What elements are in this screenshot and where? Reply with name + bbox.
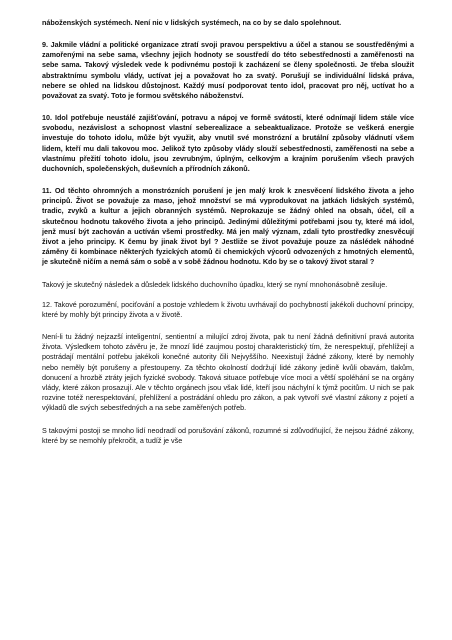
paragraph-12: 12. Takové porozumění, pociťování a postoje vzhledem k životu uvrhávají do pochybností jakékoli duchovní principy, které by mohly být principy života a v životě.: [42, 300, 414, 320]
paragraph-9: 9. Jakmile vládní a politické organizace ztratí svoji pravou perspektivu a účel a stanou se soustředěnými a zamořenými na sebe sama, všechny jejich hodnoty se soustředí do této sebestřednosti a zaměřenosti na sebe sama. Takový výsledek vede k podivnému postoji k zacházení se členy společnosti. Je třeba sloužit abstraktnímu symbolu vlády, uctívat jej a považovat ho za svatý. Porušují se individuální lidská práva, nebere se ohled na lidskou důstojnost. Každý musí podporovat tento idol, pracovat pro něj, uctívat ho a považovat za svatý. Toto je formou světského náboženství.: [42, 40, 414, 101]
paragraph-intro: náboženských systémech. Není nic v lidských systémech, na co by se dalo spolehnout.: [42, 18, 342, 27]
paragraph-last: S takovými postoji se mnoho lidí neodradí od porušování zákonů, rozumné si zdůvodňující, že nejsou žádné zákony, které by se nemohly překročit, a tudíž je vše: [42, 426, 414, 446]
paragraph-10: 10. Idol potřebuje neustálé zajišťování, potravu a nápoj ve formě svátostí, které odnímají lidem stále více svobodu, nezávislost a schopnost vlastní seberealizace a sebeaktualizace. Protože se veškerá energie investuje do tohoto idolu, může být využit, aby vnutil své monstrózní a brutální způsoby vládnutí všem lidem, kteří mu dali takovou moc. Jelikož tyto způsoby vlády slouží sebestřednosti, zaměřenosti na sebe a vlastnímu přežití tohoto idolu, jsou zevrubným, úplným, celkovým a krajním porušením všech pravých duchovních, společenských, duševních a přírodních zákonů.: [42, 113, 414, 174]
paragraph-11: 11. Od těchto ohromných a monstrózních porušení je jen malý krok k znesvěcení lidského života a jeho principů. Život se považuje za maso, jehož množství se má vyprodukovat na jatkách lidských systémů, tradic, zvyků a kultur a jejich obranných systémů. Neprokazuje se žádný ohled na obsah, účel, cíl a skutečnou hodnotu takového života a jeho principů. Jedinými důležitými potřebami jsou ty, které má idol, jenž musí být zachován a uctíván všemi prostředky. Má jen malý význam, zdali tyto prostředky znesvěcují život a jeho principy. K čemu by jinak život byl ? Jestliže se život považuje pouze za náslédek náhodné záměny či kombinace některých fyzických atomů či chemických výcorů odvozených z hmotných elementů, je skutečně ničím a nemá sám o sobě a v sobě žádnou hodnotu. Kdo by se o takový život staral ?: [42, 186, 414, 267]
paragraph-result: Takový je skutečný následek a důsledek lidského duchovního úpadku, který se nyní mnohonásobně zesiluje.: [42, 280, 388, 289]
paragraph-ideal: Není-li tu žádný nejzazší inteligentní, sentientní a milující zdroj života, pak tu není žádná definitivní pravá autorita života. Výsledkem tohoto závěru je, že mnozí lidé zaujmou postoj charakteristický tím, že nerespektují, přehlížejí a postrádají mentální potřebu jakékoli konečné autority čili Nejvyššího. Neexistují žádné zákony, které by nemohly nebo neměly být porušeny a přestoupeny. Za těchto okolností dodržují lidé zákony jedině kvůli obavám, tlakům, donucení a hrozbě ztráty jejich fyzické svobody. Taková situace potřebuje více moci a větší spoléhání se na orgány vlády, které zákon prosazují. Ale v těchto orgánech jsou však lidé, kteří jsou náchylní k týmž pocitům. U nich se pak rozvine totéž nerespektování, přehlížení a postrádání ohledu pro zákon, a pak vytvoří své vlastní zákony z pojetí a výkladů dle svých sebestředných a na sebe zaměřených potřeb.: [42, 332, 414, 413]
